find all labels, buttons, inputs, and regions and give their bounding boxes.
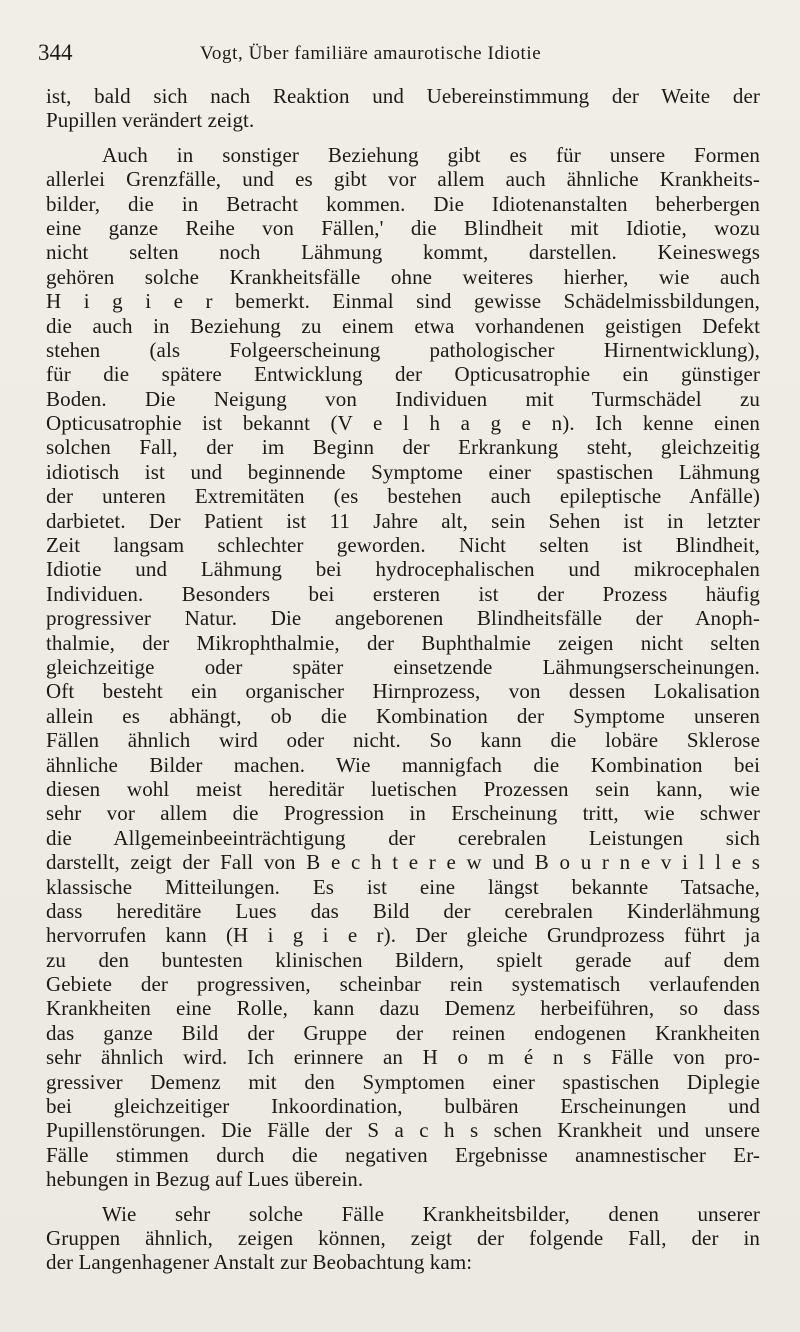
text-line: Oft besteht ein organischer Hirnprozess, von dessen Lokalisation — [46, 679, 760, 704]
text-line: solchen Fall, der im Beginn der Erkrankung steht, gleichzeitig — [46, 435, 760, 460]
text-line: dass hereditäre Lues das Bild der cerebralen Kinderlähmung — [46, 898, 760, 923]
text-line: hervorrufen kann (H i g i e r). Der gleiche Grundprozess führt ja — [46, 923, 760, 948]
text-line: Krankheiten eine Rolle, kann dazu Demenz herbeiführen, so dass — [46, 996, 760, 1021]
text-line: Gruppen ähnlich, zeigen können, zeigt der folgende Fall, der in — [46, 1225, 760, 1250]
text-line: sehr ähnlich wird. Ich erinnere an H o m é n s Fälle von pro- — [46, 1045, 760, 1070]
text-line: allein es abhängt, ob die Kombination der Symptome unseren — [46, 703, 760, 728]
text-line: Gebiete der progressiven, scheinbar rein systematisch verlaufenden — [46, 972, 760, 997]
paragraph-3 — [46, 1202, 760, 1275]
paragraph-1 — [46, 84, 760, 133]
text-line: das ganze Bild der Gruppe der reinen endogenen Krankheiten — [46, 1020, 760, 1045]
text-line: darstellt, zeigt der Fall von B e c h t e r e w und B o u r n e v i l l e s — [46, 850, 760, 875]
text-line: progressiver Natur. Die angeborenen Blindheitsfälle der Anoph- — [46, 606, 760, 631]
text-line: Wie sehr solche Fälle Krankheitsbilder, denen unserer — [102, 1201, 760, 1226]
text-line: hebungen in Bezug auf Lues überein. — [46, 1167, 364, 1192]
text-line: sehr vor allem die Progression in Erscheinung tritt, wie schwer — [46, 801, 760, 826]
text-line: Auch in sonstiger Beziehung gibt es für unsere Formen — [102, 142, 760, 167]
running-head: Vogt, Über familiäre amaurotische Idiotie — [200, 43, 542, 64]
text-line: idiotisch ist und beginnende Symptome einer spastischen Lähmung — [46, 459, 760, 484]
text-line: H i g i e r bemerkt. Einmal sind gewisse Schädelmissbildungen, — [46, 289, 760, 314]
text-line: der unteren Extremitäten (es bestehen auch epileptische Anfälle) — [46, 484, 760, 509]
page-header — [38, 40, 762, 70]
text-line: Individuen. Besonders bei ersteren ist der Prozess häufig — [46, 581, 760, 606]
text-line: klassische Mitteilungen. Es ist eine längst bekannte Tatsache, — [46, 874, 760, 899]
text-line: diesen wohl meist hereditär luetischen Prozessen sein kann, wie — [46, 776, 760, 801]
text-line: thalmie, der Mikrophthalmie, der Buphthalmie zeigen nicht selten — [46, 630, 760, 655]
text-line: bei gleichzeitiger Inkoordination, bulbären Erscheinungen und — [46, 1094, 760, 1119]
text-line: die auch in Beziehung zu einem etwa vorhandenen geistigen Defekt — [46, 313, 760, 338]
text-line: gehören solche Krankheitsfälle ohne weiteres hierher, wie auch — [46, 264, 760, 289]
page-number: 344 — [38, 40, 73, 65]
text-line: eine ganze Reihe von Fällen,' die Blindheit mit Idiotie, wozu — [46, 215, 760, 240]
text-line: Fällen ähnlich wird oder nicht. So kann die lobäre Sklerose — [46, 728, 760, 753]
text-line: Pupillen verändert zeigt. — [46, 108, 255, 133]
text-line: gressiver Demenz mit den Symptomen einer spastischen Diplegie — [46, 1069, 760, 1094]
text-line: ähnliche Bilder machen. Wie mannigfach die Kombination bei — [46, 752, 760, 777]
paragraph-2 — [46, 143, 760, 1192]
text-line: Zeit langsam schlechter geworden. Nicht selten ist Blindheit, — [46, 533, 760, 558]
text-line: die Allgemeinbeeinträchtigung der cerebralen Leistungen sich — [46, 825, 760, 850]
text-line: für die spätere Entwicklung der Opticusatrophie ein günstiger — [46, 362, 760, 387]
text-line: nicht selten noch Lähmung kommt, darstellen. Keineswegs — [46, 240, 760, 265]
text-line: darbietet. Der Patient ist 11 Jahre alt, sein Sehen ist in letzter — [46, 508, 760, 533]
text-line: ist, bald sich nach Reaktion und Uebereinstimmung der Weite der — [46, 84, 760, 108]
text-line: zu den buntesten klinischen Bildern, spielt gerade auf dem — [46, 947, 760, 972]
text-line: allerlei Grenzfälle, und es gibt vor allem auch ähnliche Krankheits- — [46, 167, 760, 192]
text-line: Boden. Die Neigung von Individuen mit Turmschädel zu — [46, 386, 760, 411]
text-line: Idiotie und Lähmung bei hydrocephalischen und mikrocephalen — [46, 557, 760, 582]
text-line: Pupillenstörungen. Die Fälle der S a c h s schen Krankheit und unsere — [46, 1118, 760, 1143]
text-line: Fälle stimmen durch die negativen Ergebnisse anamnestischer Er- — [46, 1142, 760, 1167]
body-text — [46, 84, 760, 1275]
text-line: stehen (als Folgeerscheinung pathologischer Hirnentwicklung), — [46, 337, 760, 362]
text-line: der Langenhagener Anstalt zur Beobachtung kam: — [46, 1250, 473, 1275]
text-line: gleichzeitige oder später einsetzende Lähmungserscheinungen. — [46, 654, 760, 679]
text-line: bilder, die in Betracht kommen. Die Idiotenanstalten beherbergen — [46, 191, 760, 216]
text-line: Opticusatrophie ist bekannt (V e l h a g e n). Ich kenne einen — [46, 411, 760, 436]
